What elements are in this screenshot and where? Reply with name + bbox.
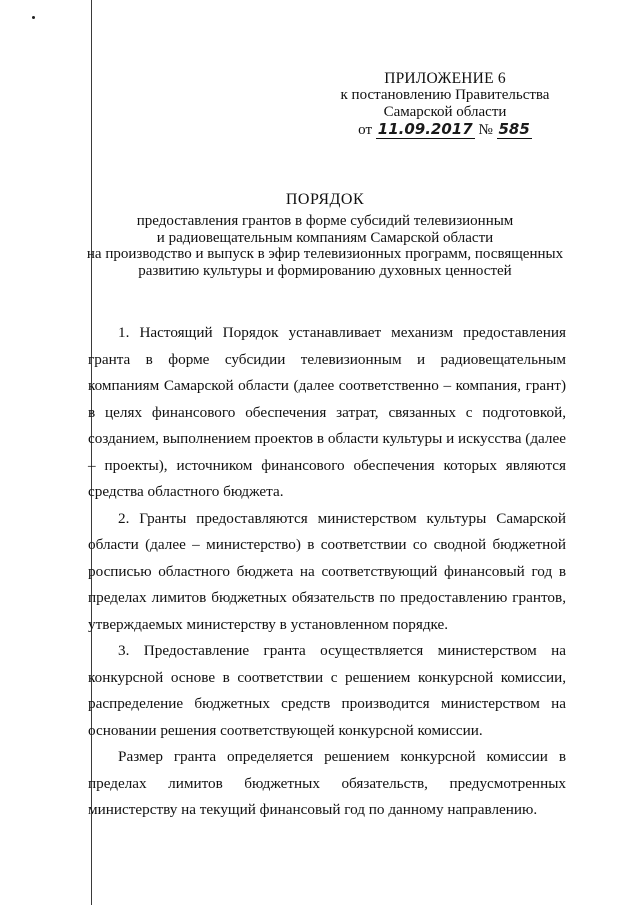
order-subtitle-line: развитию культуры и формированию духовных ценностей (138, 263, 512, 280)
paragraph-3: 3. Предоставление гранта осуществляется министерством на конкурсной основе в соответствии с решением конкурсной комиссии, распределение бюджетных средств производится министерством на основании решения соответствующей конкурсной комиссии. (88, 642, 566, 739)
number-prefix: № (478, 122, 493, 138)
date-prefix: от (358, 122, 373, 138)
paragraph-2: 2. Гранты предоставляются министерством культуры Самарской области (далее – министерство) в соответствии со сводной бюджетной росписью областного бюджета на соответствующий финансовый год в пределах лимитов бюджетных обязательств по предоставлению грантов, утверждаемых министерству в установленном порядке. (88, 509, 566, 633)
appendix-header (330, 70, 560, 139)
order-subtitle-line: на производство и выпуск в эфир телевизионных программ, посвященных (86, 246, 564, 263)
handwritten-number: 585 (498, 120, 530, 138)
document-body (88, 320, 566, 824)
paragraph-1: 1. Настоящий Порядок устанавливает механизм предоставления гранта в форме субсидии телевизионным и радиовещательным компаниям Самарской области (далее соответственно – компания, грант) в целях финансового обеспечения затрат, связанных с подготовкой, созданием, выполнением проектов в области культуры и искусства (далее – проекты), источником финансового обеспечения которых являются средства областного бюджета. (88, 324, 566, 500)
order-subtitle-line: и радиовещательным компаниям Самарской области (156, 229, 494, 246)
paragraph-4: Размер гранта определяется решением конкурсной комиссии в пределах лимитов бюджетных обязательств, предусмотренных министерству на текущий финансовый год по данному направлению. (88, 748, 566, 818)
order-title: ПОРЯДОК (285, 191, 365, 208)
order-subtitle-line: предоставления грантов в форме субсидий телевизионным (136, 212, 514, 229)
appendix-title: ПРИЛОЖЕНИЕ 6 (384, 70, 506, 87)
scan-speck (32, 16, 35, 19)
handwritten-date: 11.09.2017 (377, 120, 473, 138)
appendix-line-1: к постановлению Правительства (340, 87, 550, 103)
appendix-line-2: Самарской области (383, 104, 507, 120)
order-heading (80, 192, 570, 280)
appendix-date-line (358, 121, 532, 139)
